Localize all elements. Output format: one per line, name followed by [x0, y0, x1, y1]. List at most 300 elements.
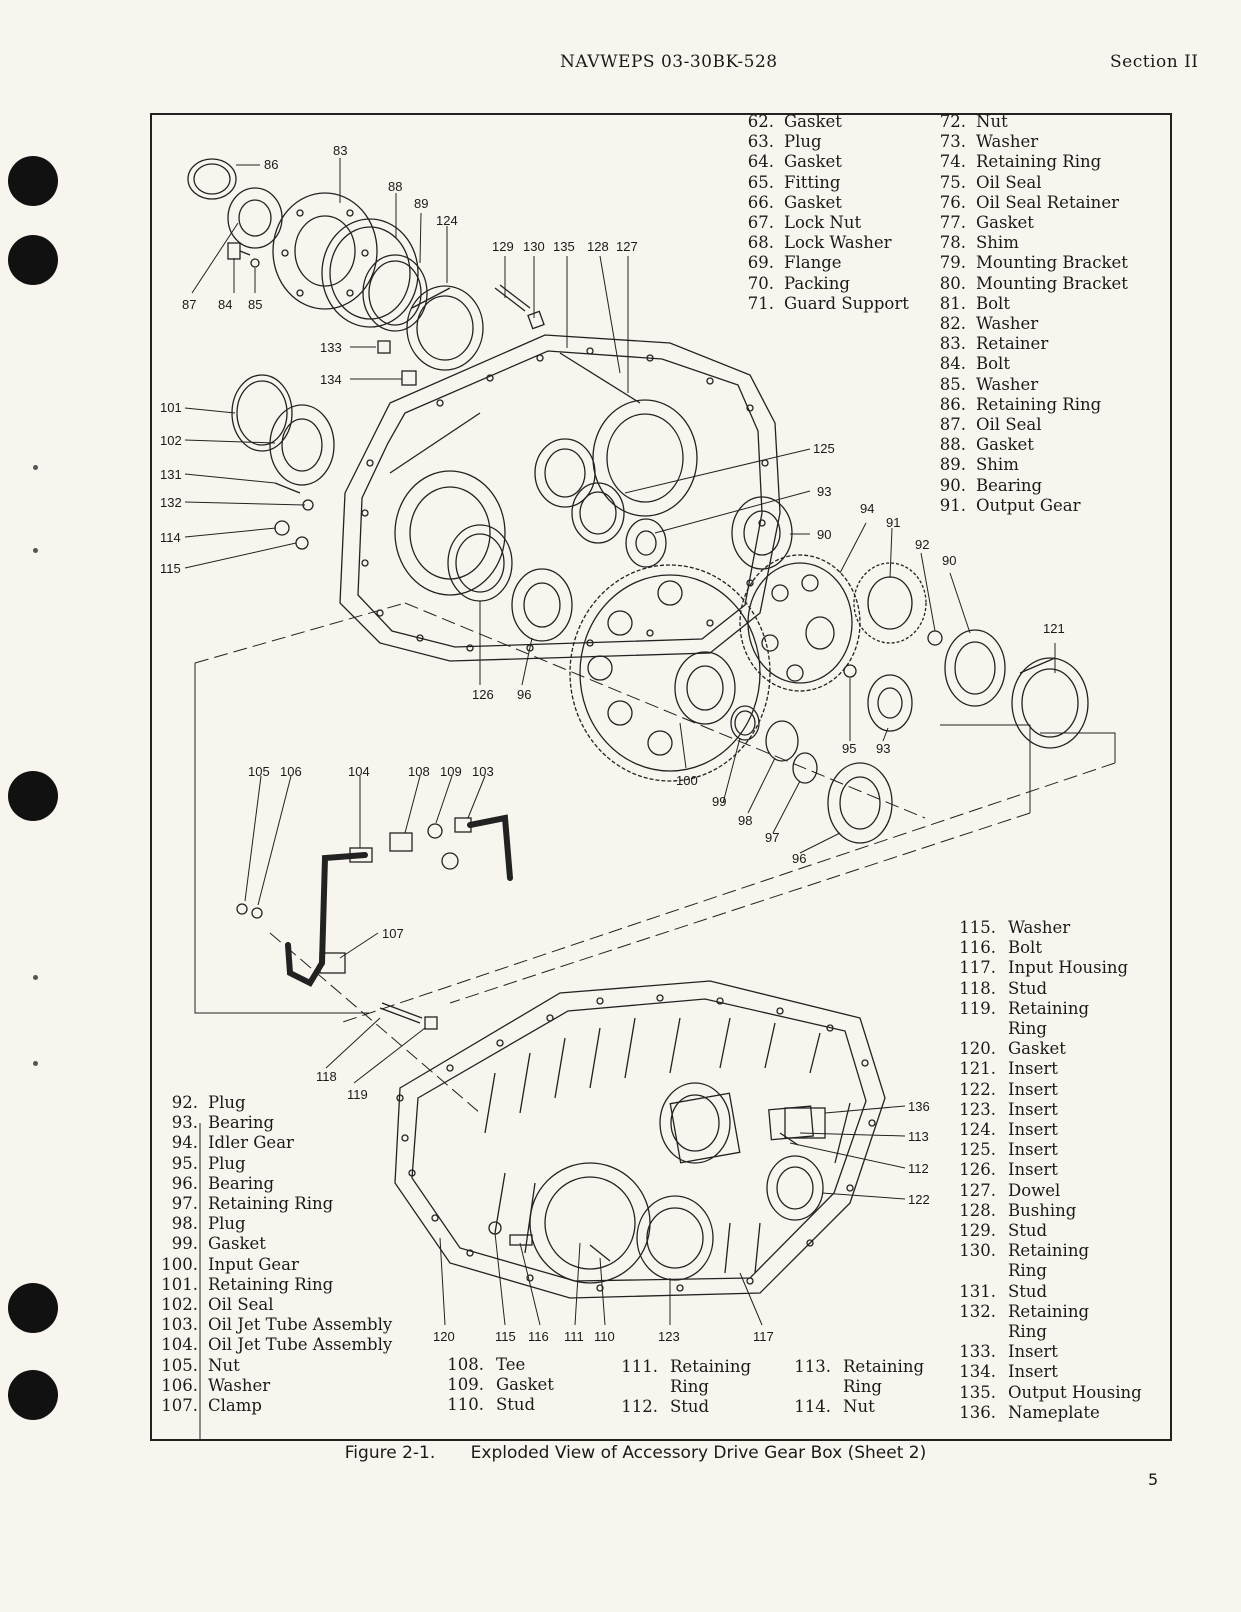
legend-item-number: 99.: [171, 1234, 198, 1254]
legend-item-name: Washer: [976, 374, 1039, 394]
legend-item-name: Bearing: [976, 475, 1043, 495]
legend-item-name: Washer: [976, 132, 1039, 152]
legend-item-name: Shim: [976, 455, 1019, 475]
legend-item: [738, 132, 909, 152]
legend-item: [930, 173, 1128, 193]
binder-hole: [8, 235, 58, 285]
legend-item: [738, 213, 909, 233]
legend-item: [612, 1357, 751, 1377]
legend-item-number: 134.: [959, 1362, 996, 1382]
legend-item-name: Stud: [1008, 1221, 1048, 1241]
legend-item-number: 70.: [747, 273, 774, 293]
insert-134: [402, 371, 416, 385]
callout-90-b: 90: [942, 553, 957, 568]
legend-item-name: Gasket: [976, 435, 1034, 455]
callout-106: 106: [280, 764, 302, 779]
legend-item-name: Dowel: [1008, 1180, 1061, 1200]
legend-item-number: 97.: [171, 1194, 198, 1214]
legend-item-name: Bearing: [208, 1113, 275, 1133]
legend-item: [950, 1181, 1142, 1201]
legend-item-name: Bushing: [1008, 1200, 1077, 1220]
legend-item: [785, 1397, 924, 1417]
legend-item-name: Shim: [976, 233, 1019, 253]
legend-item-name: Gasket: [1008, 1039, 1066, 1059]
legend-item: [950, 1342, 1142, 1362]
legend-item: [152, 1154, 392, 1174]
legend-item: [152, 1295, 392, 1315]
legend-item-number: 119.: [959, 998, 996, 1018]
legend-item-name: Stud: [1008, 978, 1048, 998]
legend-item: [950, 999, 1142, 1019]
legend-item-name: Insert: [1008, 1099, 1058, 1119]
legend-item: [930, 496, 1128, 516]
legend-item-name: Retaining: [843, 1357, 925, 1376]
legend-item: [152, 1315, 392, 1335]
legend-item-name: Tee: [496, 1355, 526, 1374]
legend-item-name: Retaining: [670, 1357, 752, 1376]
legend-item-name: Insert: [1008, 1059, 1058, 1079]
legend-item-number: 117.: [959, 958, 996, 978]
legend-item: [738, 112, 909, 132]
legend-item-number: 110.: [447, 1395, 484, 1415]
binder-hole: [8, 771, 58, 821]
legend-item-number: 89.: [939, 455, 966, 475]
legend-item-number: 135.: [959, 1382, 996, 1402]
callout-86: 86: [264, 157, 279, 172]
legend-item: [612, 1397, 751, 1417]
legend-item: [152, 1133, 392, 1153]
bearing-93-b: [868, 675, 912, 731]
legend-item-number: 107.: [161, 1396, 198, 1416]
legend-item: [930, 375, 1128, 395]
legend-item-number: 64.: [747, 152, 774, 172]
legend-item-number: 125.: [959, 1140, 996, 1160]
bearing-96: [512, 569, 572, 641]
legend-item: [950, 938, 1142, 958]
binder-dot: [33, 465, 38, 470]
callout-134: 134: [320, 372, 342, 387]
legend-item-number: 120.: [959, 1039, 996, 1059]
legend-item-number: 130.: [959, 1241, 996, 1261]
callout-113: 113: [908, 1129, 929, 1144]
legend-item-number: 101.: [161, 1274, 198, 1294]
legend-item: [438, 1395, 554, 1415]
legend-item-number: 104.: [161, 1335, 198, 1355]
legend-item: [930, 354, 1128, 374]
legend-item: [930, 314, 1128, 334]
legend-item-name: Oil Jet Tube Assembly: [208, 1335, 393, 1355]
legend-item-number: 96.: [171, 1173, 198, 1193]
parts-legend-72-91: [930, 112, 1128, 516]
page-header-doc-number: NAVWEPS 03-30BK-528: [560, 52, 778, 72]
legend-item-name: Retaining Ring: [976, 152, 1102, 172]
legend-item: [152, 1356, 392, 1376]
legend-item-name: Retaining: [1008, 1241, 1090, 1261]
callout-87: 87: [182, 297, 197, 312]
legend-item-name: Nut: [208, 1355, 240, 1375]
binder-dot: [33, 548, 38, 553]
legend-item-number: 136.: [959, 1402, 996, 1422]
legend-item-number: 79.: [939, 253, 966, 273]
legend-item-number: 124.: [959, 1120, 996, 1140]
legend-item-name: Mounting Bracket: [976, 273, 1128, 293]
legend-item: [930, 233, 1128, 253]
legend-item: [738, 274, 909, 294]
page-header-section: Section II: [1110, 52, 1199, 72]
callout-126: 126: [472, 687, 494, 702]
callout-118: 118: [316, 1069, 337, 1084]
callout-88: 88: [388, 179, 403, 194]
legend-item: [930, 435, 1128, 455]
plug-98: [766, 721, 798, 761]
legend-item-number: 76.: [939, 192, 966, 212]
plug-92: [928, 631, 942, 645]
callout-115: 115: [160, 561, 181, 576]
callout-125: 125: [813, 441, 835, 456]
callout-135: 135: [553, 239, 575, 254]
legend-item: [930, 193, 1128, 213]
binder-hole: [8, 1283, 58, 1333]
callout-114: 114: [160, 530, 181, 545]
callout-116: 116: [528, 1329, 549, 1344]
legend-item: [950, 1403, 1142, 1423]
callout-96: 96: [517, 687, 532, 702]
legend-item-name-continued: Ring: [1008, 1322, 1047, 1342]
legend-item-name: Flange: [784, 253, 842, 273]
legend-item-number: 90.: [939, 475, 966, 495]
parts-legend-115-136: [950, 918, 1142, 1423]
callout-98: 98: [738, 813, 753, 828]
input-gear-100: [570, 565, 770, 781]
callout-109: 109: [440, 764, 462, 779]
legend-item-number: 69.: [747, 253, 774, 273]
legend-item-name: Retaining: [1008, 1301, 1090, 1321]
callout-130: 130: [523, 239, 545, 254]
legend-item-name: Idler Gear: [208, 1133, 294, 1153]
legend-item: [152, 1214, 392, 1234]
legend-item: [950, 1302, 1142, 1322]
legend-item: [950, 1282, 1142, 1302]
callout-101: 101: [160, 400, 182, 415]
tee-108: [390, 833, 412, 851]
legend-item: [930, 213, 1128, 233]
callout-136: 136: [908, 1099, 930, 1114]
figure-caption: [0, 1443, 1241, 1463]
legend-item: [152, 1194, 392, 1214]
legend-item-number: 100.: [161, 1254, 198, 1274]
callout-93: 93: [817, 484, 832, 499]
legend-item: [950, 1039, 1142, 1059]
legend-item: [738, 173, 909, 193]
bolt-84: [228, 243, 250, 259]
legend-item-number: 102.: [161, 1295, 198, 1315]
callout-127: 127: [616, 239, 638, 254]
legend-item-name: Gasket: [784, 112, 842, 131]
gasket-tube: [442, 853, 458, 869]
legend-item: [738, 193, 909, 213]
legend-item-number: 65.: [747, 172, 774, 192]
binder-hole: [8, 156, 58, 206]
callout-112: 112: [908, 1161, 929, 1176]
legend-item-name: Insert: [1008, 1120, 1058, 1140]
legend-item: [950, 958, 1142, 978]
legend-item-number: 122.: [959, 1079, 996, 1099]
legend-item-name: Bolt: [976, 293, 1010, 313]
legend-item: [950, 1221, 1142, 1241]
legend-item-number: 123.: [959, 1099, 996, 1119]
callout-124: 124: [436, 213, 458, 228]
legend-item-name: Clamp: [208, 1396, 262, 1416]
callout-103: 103: [472, 764, 494, 779]
legend-item-number: 88.: [939, 435, 966, 455]
legend-item: [152, 1335, 392, 1355]
callout-123: 123: [658, 1329, 680, 1344]
output-housing-135: [340, 335, 780, 661]
legend-item-number: 78.: [939, 233, 966, 253]
legend-item: [950, 1241, 1142, 1261]
oil-jet-tube-assembly-103: [455, 818, 510, 878]
callout-115-b: 115: [495, 1329, 516, 1344]
washer-85: [251, 259, 259, 267]
legend-item: [950, 1100, 1142, 1120]
legend-item-number: 93.: [171, 1113, 198, 1133]
stud-129: [495, 285, 530, 311]
legend-item-name: Gasket: [784, 152, 842, 172]
legend-item-name: Lock Nut: [784, 213, 862, 233]
page-number: 5: [1148, 1470, 1159, 1489]
legend-item: [950, 979, 1142, 999]
legend-item-name: Retaining Ring: [208, 1194, 334, 1214]
gasket-109: [428, 824, 442, 838]
legend-item-name: Guard Support: [784, 293, 909, 313]
legend-item-name-continued: Ring: [843, 1377, 882, 1397]
legend-item: [152, 1396, 392, 1416]
legend-item-name: Output Gear: [976, 495, 1081, 515]
legend-item: [950, 1160, 1142, 1180]
legend-item-name: Stud: [670, 1397, 710, 1417]
callout-83: 83: [333, 143, 348, 158]
callout-94: 94: [860, 501, 875, 516]
legend-item: [930, 294, 1128, 314]
legend-item-name: Bolt: [976, 354, 1010, 374]
legend-item-number: 108.: [447, 1355, 484, 1374]
legend-item-name: Insert: [1008, 1140, 1058, 1160]
legend-item-name-continued: Ring: [670, 1377, 709, 1397]
callout-93-b: 93: [876, 741, 891, 756]
legend-item-number: 115.: [959, 918, 996, 937]
legend-item: [152, 1275, 392, 1295]
legend-item: [438, 1355, 554, 1375]
legend-item-name-continued: Ring: [1008, 1261, 1047, 1281]
callout-100: 100: [676, 773, 698, 788]
legend-item: [950, 918, 1142, 938]
legend-item-number: 71.: [747, 293, 774, 313]
callout-120: 120: [433, 1329, 455, 1344]
callout-107: 107: [382, 926, 404, 941]
callout-97: 97: [765, 830, 780, 845]
legend-item-name: Output Housing: [1008, 1382, 1142, 1402]
legend-item: [930, 395, 1128, 415]
legend-item-name-continued: Ring: [1008, 1019, 1047, 1039]
legend-item: [930, 132, 1128, 152]
callout-129: 129: [492, 239, 514, 254]
legend-item-number: 133.: [959, 1342, 996, 1362]
callout-119: 119: [347, 1087, 368, 1102]
legend-item-number: 66.: [747, 192, 774, 212]
washer-106: [252, 908, 262, 918]
legend-item-name: Oil Jet Tube Assembly: [208, 1315, 393, 1335]
legend-item: [930, 455, 1128, 475]
figure-number: Figure 2-1.: [344, 1443, 436, 1463]
legend-item-number: 75.: [939, 172, 966, 192]
legend-item-name: Gasket: [496, 1375, 554, 1395]
gasket-88: [322, 219, 418, 327]
legend-item: [152, 1376, 392, 1396]
legend-item: [930, 415, 1128, 435]
legend-item: [930, 476, 1128, 496]
legend-item: [930, 253, 1128, 273]
callout-111: 111: [564, 1329, 584, 1344]
callout-121: 121: [1043, 621, 1065, 636]
legend-item: [152, 1113, 392, 1133]
legend-item: [152, 1174, 392, 1194]
legend-item-name: Stud: [1008, 1281, 1048, 1301]
legend-item-name: Mounting Bracket: [976, 253, 1128, 273]
legend-item-number: 74.: [939, 152, 966, 172]
legend-item-number: 86.: [939, 394, 966, 414]
legend-item: [950, 1383, 1142, 1403]
legend-item-number: 113.: [794, 1357, 831, 1376]
legend-item-name: Retaining: [1008, 998, 1090, 1018]
legend-item-number: 129.: [959, 1221, 996, 1241]
callout-96-b: 96: [792, 851, 807, 866]
callout-105: 105: [248, 764, 270, 779]
legend-item-number: 92.: [171, 1093, 198, 1112]
legend-item-name: Insert: [1008, 1160, 1058, 1180]
retaining-ring-119: [425, 1017, 437, 1029]
retaining-ring-130: [528, 311, 544, 328]
legend-item-name: Packing: [784, 273, 850, 293]
legend-item-name: Nut: [843, 1397, 875, 1417]
insert-121: [1012, 658, 1088, 748]
legend-item-name: Washer: [976, 314, 1039, 334]
legend-item-number: 111.: [621, 1357, 658, 1376]
legend-item-name: Bolt: [1008, 938, 1042, 958]
legend-item-number: 72.: [939, 112, 966, 131]
legend-item-number: 81.: [939, 293, 966, 313]
binder-hole: [8, 1370, 58, 1420]
bearing-96-b: [828, 763, 892, 843]
legend-item: [152, 1255, 392, 1275]
callout-104: 104: [348, 764, 370, 779]
legend-item-number: 83.: [939, 334, 966, 354]
legend-item-number: 126.: [959, 1160, 996, 1180]
legend-item-name: Retainer: [976, 334, 1049, 354]
legend-item-number: 103.: [161, 1315, 198, 1335]
legend-item-number: 84.: [939, 354, 966, 374]
insert-124: [407, 286, 483, 370]
retaining-ring-86: [188, 159, 236, 199]
legend-item: [738, 152, 909, 172]
legend-item-name: Stud: [496, 1395, 536, 1415]
legend-item-name: Input Gear: [208, 1254, 299, 1274]
legend-item-name: Nut: [976, 112, 1008, 131]
legend-item-name: Retaining Ring: [976, 394, 1102, 414]
legend-item-name: Gasket: [976, 213, 1034, 233]
legend-item: [950, 1080, 1142, 1100]
callout-133: 133: [320, 340, 342, 355]
callout-110: 110: [594, 1329, 615, 1344]
legend-item-number: 121.: [959, 1059, 996, 1079]
parts-legend-62-71: [738, 112, 909, 314]
input-housing-117: [395, 981, 885, 1298]
nut-105: [237, 904, 247, 914]
legend-item-number: 106.: [161, 1375, 198, 1395]
legend-item-number: 95.: [171, 1153, 198, 1173]
callout-132: 132: [160, 495, 182, 510]
callout-131: 131: [160, 467, 182, 482]
legend-item-name: Input Housing: [1008, 958, 1129, 978]
oil-seal-102: [270, 405, 334, 485]
legend-item-name: Insert: [1008, 1079, 1058, 1099]
nut-114: [275, 521, 289, 535]
legend-item-name: Washer: [1008, 918, 1071, 937]
legend-item: [785, 1357, 924, 1377]
legend-item-name: Oil Seal: [208, 1295, 274, 1315]
callout-102: 102: [160, 433, 182, 448]
binder-dot: [33, 1061, 38, 1066]
legend-item-name: Plug: [208, 1153, 246, 1173]
legend-item-number: 105.: [161, 1355, 198, 1375]
legend-item-number: 127.: [959, 1180, 996, 1200]
gasket-99: [731, 706, 759, 740]
legend-item-number: 87.: [939, 415, 966, 435]
legend-item-number: 85.: [939, 374, 966, 394]
legend-item-number: 68.: [747, 233, 774, 253]
legend-item-number: 132.: [959, 1301, 996, 1321]
legend-item-number: 62.: [747, 112, 774, 131]
legend-item-number: 73.: [939, 132, 966, 152]
legend-item-number: 114.: [794, 1397, 831, 1417]
parts-legend-111-112: [612, 1357, 751, 1418]
legend-item: [930, 334, 1128, 354]
legend-item-name: Gasket: [208, 1234, 266, 1254]
callout-108: 108: [408, 764, 430, 779]
parts-legend-92-107: [152, 1093, 392, 1416]
legend-item: [738, 253, 909, 273]
legend-item-number: 112.: [621, 1397, 658, 1417]
callout-95: 95: [842, 741, 857, 756]
legend-item-name: Retaining Ring: [208, 1274, 334, 1294]
legend-item: [930, 152, 1128, 172]
washer-115: [296, 537, 308, 549]
legend-item: [738, 294, 909, 314]
legend-item-number: 118.: [959, 978, 996, 998]
legend-item-name: Plug: [208, 1214, 246, 1234]
callout-122: 122: [908, 1192, 930, 1207]
bolt-116: [510, 1235, 532, 1245]
legend-item-name: Oil Seal Retainer: [976, 192, 1119, 212]
legend-item-number: 67.: [747, 213, 774, 233]
legend-item-number: 128.: [959, 1200, 996, 1220]
insert-133: [378, 341, 390, 353]
legend-item-name: Washer: [208, 1375, 271, 1395]
legend-item-number: 94.: [171, 1133, 198, 1153]
legend-item: [738, 233, 909, 253]
legend-item-name: Bearing: [208, 1173, 275, 1193]
binder-dot: [33, 975, 38, 980]
legend-item-name: Insert: [1008, 1342, 1058, 1362]
